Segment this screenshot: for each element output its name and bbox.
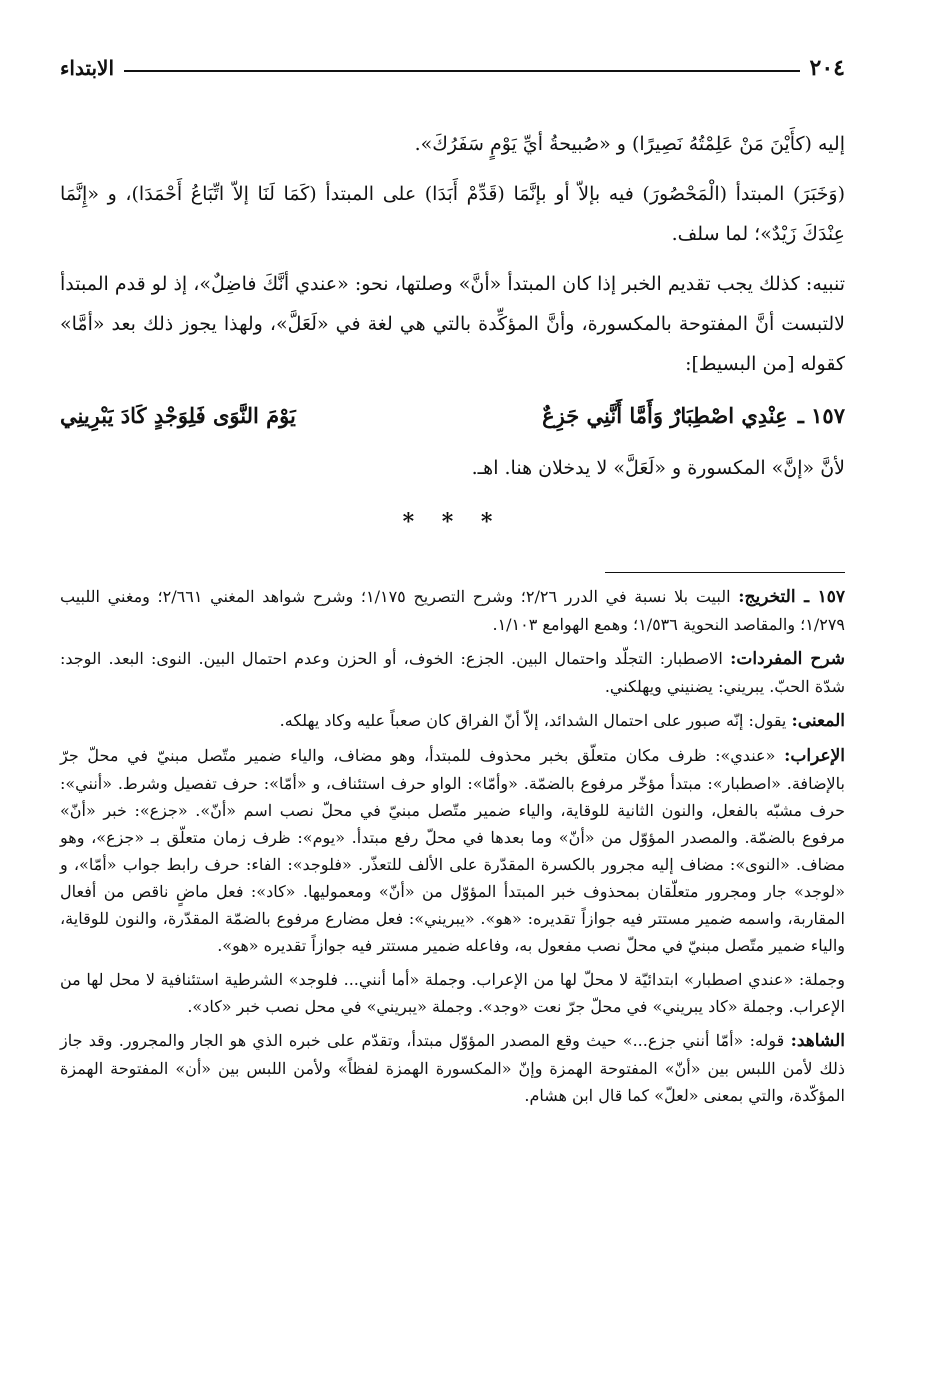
verse-number: ١٥٧ ـ: [797, 403, 845, 428]
header-rule: [124, 70, 800, 72]
footnotes: [60, 583, 845, 1109]
footnote-mana: [60, 707, 845, 735]
main-text: [60, 124, 845, 542]
mana-label: المعنى:: [791, 711, 845, 731]
section-separator: * * *: [402, 509, 503, 535]
running-header: [60, 48, 845, 88]
irab-text: «عندي»: ظرف مكان متعلّق بخبر محذوف للمبتدأ، وهو مضاف، والياء ضمير متّصل مبنيّ في محلّ جرّ بالإضافة. «اصطبار»: مبتدأ مؤخّر مرفوع بالضمّة. «وأمّا»: الواو حرف استئناف، و «أمّا»: حرف تفصيل وشرط. «أنني»: حرف مشبّه بالفعل، والنون الثانية للوقاية، والياء ضمير متّصل مبنيّ في محلّ نصب اسم «أنّ». «جزع»: خبر «أنّ» مرفوع بالضمّة. والمصدر المؤوّل من «أنّ» وما بعدها في محلّ رفع مبتدأ. «يوم»: ظرف زمان متعلّق بـ «جزع»، وهو مضاف. «النوى»: مضاف إليه مجرور بالكسرة المقدّرة على الألف للتعذّر. «فلوجد»: الفاء: حرف رابط جواب «أمّا»، و «لوجد» جار ومجرور متعلّقان بمحذوف خبر المبتدأ المؤوّل من «أنّ» ومعموليها. «كاد»: فعل ماضٍ ناقص من أفعال المقاربة، واسمه ضمير مستتر فيه جوازاً تقديره: «هو». «يبريني»: فعل مضارع مرفوع بالضمّة المقدّرة، والنون للوقاية، والياء ضمير متّصل مبنيّ في محلّ نصب مفعول به، وفاعله ضمير مستتر فيه جوازاً تقديره «هو».: [60, 746, 845, 955]
verse-second-hemistich: يَوْمَ النَّوَى فَلِوَجْدٍ كَادَ يَبْرِينِي: [60, 403, 296, 428]
mufradat-text: الاصطبار: التجلّد واحتمال البين. الجزع: الخوف، أو الحزن وعدم احتمال البين. النوى: البعد. الوجد: شدّة الحبّ. يبريني: يضنيني ويهلكني.: [60, 649, 845, 696]
page-number: ٢٠٤: [809, 55, 845, 81]
main-paragraph-3: تنبيه: كذلك يجب تقديم الخبر إذا كان المبتدأ «أنَّ» وصلتها، نحو: «عندي أنَّكَ فاضِلٌ»، إذ لو قدم المبتدأ لالتبست أنَّ المفتوحة بالمكسورة، وأنَّ المؤكِّدة بالتي هي لغة في «لَعَلَّ»، ولهذا يجوز ذلك بعد «أمَّا» كقوله [من البسيط]:: [60, 273, 845, 375]
takhrij-label: ١٥٧ ـ التخريج:: [738, 587, 846, 607]
footnote-shahid: [60, 1027, 845, 1109]
verse: [60, 394, 845, 438]
main-paragraph-4: لأنَّ «إنَّ» المكسورة و «لَعَلَّ» لا يدخلان هنا. اهـ.: [471, 457, 845, 479]
verse-first-hemistich: عِنْدِي اصْطِبَارٌ وَأَمَّا أَنَّنِي جَزِعٌ: [542, 403, 788, 428]
page: [60, 48, 845, 1386]
footnote-mufradat: [60, 645, 845, 700]
chapter-title: الابتداء: [60, 56, 115, 80]
footnote-takhrij: [60, 583, 845, 638]
shahid-label: الشاهد:: [790, 1031, 845, 1051]
shahid-text: قوله: «أمّا أنني جزع...» حيث وقع المصدر المؤوّل مبتدأ، وتقدّم على خبره الذي هو الجار والمجرور. وقد جاز ذلك لأمن اللبس بين «أنّ» المفتوحة الهمزة وإنّ «المكسورة الهمزة لفظاً» ولأمن اللبس بين «أن» المفتوحة الهمزة المؤكّدة، والتي بمعنى «لعلّ» كما قال ابن هشام.: [60, 1031, 845, 1105]
footnote-jumla: وجملة: «عندي اصطبار» ابتدائيّة لا محلّ لها من الإعراب. وجملة «أما أنني... فلوجد» الشرطية استئنافية لا محل لها من الإعراب. وجملة «كاد يبريني» في محلّ جرّ نعت «وجد». وجملة «يبريني» في محل نصب خبر «كاد».: [60, 970, 845, 1016]
footnote-rule: [605, 572, 845, 573]
main-paragraph-1: إليه (كأَيْنَ مَنْ عَلِمْتُهُ نَصِيرًا) و «صُبيحةُ أيِّ يَوْمٍ سَفَرُكَ».: [414, 133, 845, 155]
mufradat-label: شرح المفردات:: [730, 649, 845, 669]
irab-label: الإعراب:: [784, 746, 846, 766]
takhrij-text: البيت بلا نسبة في الدرر ٢/٢٦؛ وشرح التصريح ١/١٧٥؛ وشرح شواهد المغني ٢/٦٦١؛ ومغني اللبيب ١/٢٧٩؛ والمقاصد النحوية ١/٥٣٦؛ وهمع الهوامع ١/١٠٣.: [60, 587, 845, 634]
mana-text: يقول: إنّه صبور على احتمال الشدائد، إلاّ أنّ الفراق كان صعباً عليه وكاد يهلكه.: [279, 711, 787, 730]
footnote-irab: [60, 742, 845, 959]
main-paragraph-2: (وَخَبَرَ) المبتدأ (الْمَحْصُورَ) فيه بإلاّ أو بإنَّمَا (قَدِّمْ أَبَدَا) على المبتدأ (كَمَا لَنَا إلاّ اتِّبَاعُ أَحْمَدَا)، و «إِنَّمَا عِنْدَكَ زَيْدٌ»؛ لما سلف.: [60, 183, 845, 245]
